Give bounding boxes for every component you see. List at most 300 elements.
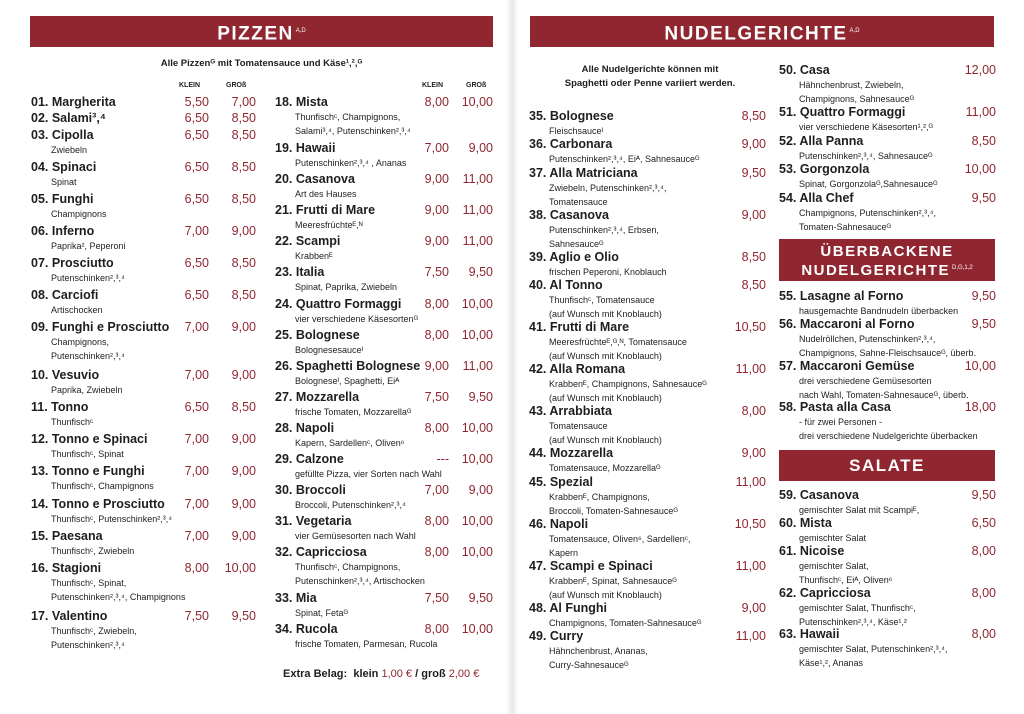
menu-item-description: Thunfischᶜ, Zwiebeln: [51, 545, 135, 556]
menu-item-name: 40. Al Tonno: [529, 278, 603, 293]
menu-item: [529, 249, 766, 279]
menu-item-name: 21. Frutti di Mare: [275, 203, 376, 218]
menu-item: [779, 316, 997, 360]
price: 9,50: [971, 289, 996, 303]
menu-item-name: 33. Mia: [275, 591, 317, 606]
extra-small-label: klein: [353, 668, 379, 680]
menu-item-description: Tomatensauce, Mozzarellaᴳ: [549, 463, 661, 474]
menu-item-description: Champignons, Putenschinken²,³,⁴,: [799, 207, 936, 218]
price: 9,00: [741, 600, 766, 615]
menu-item: [275, 233, 495, 263]
nudel-note-line-2: Spaghetti oder Penne variiert werden.: [564, 78, 736, 89]
menu-item-name: 63. Hawaii: [779, 627, 840, 641]
col-head-gross-right: GROß: [466, 82, 487, 89]
menu-item-name: 45. Spezial: [529, 474, 593, 489]
menu-item-name: 01. Margherita: [31, 95, 116, 109]
price-large: 10,00: [461, 514, 493, 529]
price-small: 8,00: [424, 514, 449, 529]
menu-item-name: 30. Broccoli: [275, 483, 346, 498]
menu-item-description: Champignons, Tomaten-Sahnesauceᴳ: [549, 617, 702, 628]
menu-item-description: drei verschiedene Gemüsesorten: [799, 375, 932, 386]
menu-item-name: 17. Valentino: [31, 608, 108, 623]
menu-item-description: Putenschinken²,³,⁴ , Ananas: [295, 158, 407, 168]
pizzen-banner: [30, 16, 493, 47]
menu-item-description: (auf Wunsch mit Knoblauch): [549, 309, 662, 320]
price-large: 9,50: [468, 591, 493, 606]
price-small: 9,00: [424, 234, 449, 249]
menu-item-description: Putenschinken²,³,⁴: [51, 273, 125, 283]
menu-item-description: Broccoli, Tomaten-Sahnesauceᴳ: [549, 505, 678, 516]
menu-item-name: 19. Hawaii: [275, 141, 336, 155]
price: 18,00: [964, 400, 996, 415]
menu-item-description: Salami³,⁴, Putenschinken²,³,⁴: [295, 126, 411, 136]
price-small: 6,50: [184, 191, 209, 206]
menu-item-description: Spinat, Gorgonzolaᴳ,Sahnesauceᴳ: [799, 179, 938, 190]
menu-item: [31, 431, 261, 461]
menu-item-description: Putenschinken²,³,⁴, Erbsen,: [549, 224, 659, 235]
price: 9,50: [971, 190, 996, 205]
price: 11,00: [735, 558, 766, 573]
price: 8,00: [971, 627, 996, 641]
price-small: 7,00: [184, 368, 209, 383]
menu-item-description: vier verschiedene Käsesorten¹,²,ᴳ: [799, 122, 934, 133]
menu-item: [529, 403, 766, 447]
salate-banner: [779, 450, 995, 481]
price-large: 9,00: [468, 141, 493, 155]
price-large: 11,00: [462, 203, 493, 218]
nudel-note-line-1: Alle Nudelgerichte können mit: [581, 64, 719, 75]
menu-item-description: Tomatensauce: [549, 196, 608, 207]
menu-item-name: 50. Casa: [779, 63, 830, 77]
menu-item-name: 08. Carciofi: [31, 288, 99, 303]
menu-item-name: 35. Bolognese: [529, 109, 614, 123]
menu-item-description: Thunfischᶜ, Champignons,: [295, 112, 401, 122]
price-small: 9,00: [424, 172, 449, 187]
menu-item-description: Zwiebeln, Putenschinken²,³,⁴,: [549, 182, 667, 193]
menu-item-description: Thunfischᶜ, Champignons: [51, 481, 154, 492]
price-small: 7,50: [184, 608, 209, 623]
menu-item: [31, 110, 261, 126]
menu-item-name: 22. Scampi: [275, 234, 341, 249]
menu-item-description: nach Wahl, Tomaten-Sahnesauceᴳ, überb.: [799, 389, 969, 400]
menu-item-name: 38. Casanova: [529, 207, 609, 222]
menu-item-name: 47. Scampi e Spinaci: [529, 558, 653, 573]
menu-item: [275, 513, 495, 543]
ueberbackene-allergens: D,G,1,2: [951, 265, 973, 271]
menu-item-description: Curry-Sahnesauceᴳ: [549, 660, 629, 670]
menu-item-description: Krabbenᴱ, Champignons,: [549, 491, 650, 502]
price: 9,00: [741, 137, 766, 152]
price: 10,50: [734, 320, 766, 335]
menu-item-description: frische Tomaten, Mozzarellaᴳ: [295, 406, 412, 417]
price-small: 7,00: [184, 320, 209, 335]
menu-item: [779, 543, 997, 587]
menu-item-description: Hähnchenbrust, Zwiebeln,: [799, 80, 904, 90]
menu-item-name: 48. Al Funghi: [529, 600, 608, 615]
price: 10,00: [964, 358, 996, 373]
menu-item: [31, 560, 261, 604]
price-large: 8,50: [231, 127, 256, 142]
menu-item-description: gefüllte Pizza, vier Sorten nach Wahl: [295, 469, 442, 479]
menu-item-name: 07. Prosciutto: [31, 256, 114, 270]
price-small: 7,50: [424, 265, 449, 280]
menu-item-name: 06. Inferno: [31, 223, 95, 238]
menu-item-name: 13. Tonno e Funghi: [31, 464, 145, 479]
menu-item: [275, 451, 495, 481]
extra-large-price: 2,00 €: [448, 668, 480, 680]
menu-item-description: Champignons, Sahnesauceᴳ: [799, 94, 915, 104]
pizzen-title: PIZZEN: [217, 23, 294, 45]
menu-item-name: 27. Mozzarella: [275, 389, 360, 404]
menu-item-description: Champignons, Sahne-Fleischsauceᴳ, überb.: [799, 348, 977, 359]
price-small: 8,00: [184, 560, 209, 575]
menu-item-name: 39. Aglio e Olio: [529, 249, 619, 264]
menu-item: [31, 159, 261, 189]
menu-item: [529, 516, 766, 560]
price-large: 10,00: [461, 327, 493, 342]
price-large: 9,50: [468, 265, 493, 280]
menu-item-name: 41. Frutti di Mare: [529, 320, 630, 335]
menu-item-description: Thunfischᶜ, Spinat,: [51, 577, 127, 588]
menu-item-name: 14. Tonno e Prosciutto: [31, 496, 165, 511]
menu-item: [275, 420, 495, 450]
menu-item-description: Bolognesesauceᴵ: [295, 344, 364, 355]
price: 8,00: [971, 585, 996, 600]
menu-item-description: Thunfischᶜ, Putenschinken²,³,⁴: [51, 513, 173, 524]
price-small: 9,00: [424, 203, 449, 218]
ueberbackene-banner: [779, 239, 995, 281]
menu-item-description: Thunfischᶜ, Zwiebeln,: [51, 625, 137, 636]
price-large: 10,00: [461, 452, 493, 466]
menu-item-description: Kapern, Sardellenᶜ, Oliven⁶: [295, 437, 405, 448]
menu-item-name: 61. Nicoise: [779, 544, 845, 559]
menu-item-description: Tomaten-Sahnesauceᴳ: [799, 221, 892, 232]
price-large: 10,00: [224, 560, 256, 575]
menu-item-description: Sahnesauceᴳ: [549, 238, 604, 249]
price-large: 10,00: [461, 622, 493, 637]
menu-item-description: hausgemachte Bandnudeln überbacken: [799, 306, 959, 316]
price: 12,00: [964, 63, 996, 77]
menu-item: [31, 127, 261, 157]
price-large: 10,00: [461, 420, 493, 435]
menu-item: [31, 319, 261, 363]
menu-item-name: 52. Alla Panna: [779, 133, 864, 148]
menu-item-name: 59. Casanova: [779, 488, 859, 502]
menu-item-description: Putenschinken²,³,⁴, Champignons: [51, 591, 186, 602]
price-large: 11,00: [462, 172, 493, 187]
menu-item-description: Art des Hauses: [295, 189, 357, 200]
nudel-banner: [530, 16, 994, 47]
menu-item: [779, 288, 997, 318]
menu-item: [275, 296, 495, 326]
extra-label: Extra Belag:: [283, 668, 348, 680]
price-small: ---: [436, 452, 449, 466]
menu-item: [275, 590, 495, 620]
menu-item-description: Zwiebeln: [51, 144, 88, 155]
price-small: 7,00: [424, 483, 449, 498]
menu-item: [779, 487, 997, 517]
menu-item-description: Thunfischᶜ, Tomatensauce: [549, 295, 655, 306]
menu-item-name: 18. Mista: [275, 95, 328, 109]
price: 11,00: [735, 474, 766, 489]
menu-item-description: Paprika², Peperoni: [51, 240, 126, 251]
menu-item-name: 62. Capricciosa: [779, 585, 871, 600]
price-large: 9,50: [468, 389, 493, 404]
price: 11,00: [965, 105, 996, 120]
menu-item-description: Thunfischᶜ, Eiᴬ, Oliven⁶: [799, 575, 893, 586]
price-small: 5,50: [184, 95, 209, 109]
menu-item: [529, 207, 766, 251]
price-small: 6,50: [184, 159, 209, 174]
menu-item-name: 11. Tonno: [31, 400, 89, 415]
menu-item: [779, 190, 997, 234]
menu-item-description: Krabbenᴱ, Champignons, Sahnesauceᴳ: [549, 379, 707, 390]
menu-item: [31, 399, 261, 429]
menu-item-name: 42. Alla Romana: [529, 362, 626, 377]
menu-item-description: Thunfischᶜ: [51, 417, 94, 428]
ueberbackene-title-line-1: ÜBERBACKENE: [820, 243, 954, 260]
price-small: 8,00: [424, 327, 449, 342]
menu-item-description: Fleischsauceᴵ: [549, 126, 604, 136]
price-small: 7,00: [184, 432, 209, 447]
price-large: 8,50: [231, 191, 256, 206]
price: 11,00: [735, 629, 766, 643]
price-large: 9,00: [231, 432, 256, 447]
menu-item-description: (auf Wunsch mit Knoblauch): [549, 589, 662, 600]
menu-item-name: 04. Spinaci: [31, 159, 97, 174]
menu-item-description: Spinat, Fetaᴳ: [295, 608, 348, 619]
menu-item: [31, 223, 261, 253]
price-small: 6,50: [184, 111, 209, 126]
menu-item-description: - für zwei Personen -: [799, 417, 883, 428]
menu-item-description: Nudelröllchen, Putenschinken²,³,⁴,: [799, 334, 936, 345]
extra-sep: / groß: [415, 668, 446, 680]
menu-item-name: 28. Napoli: [275, 420, 335, 435]
price-small: 7,00: [184, 496, 209, 511]
menu-item: [779, 626, 997, 670]
menu-item-description: Hähnchenbrust, Ananas,: [549, 646, 648, 656]
price-large: 9,50: [231, 608, 256, 623]
menu-item-name: 23. Italia: [275, 265, 325, 280]
menu-item: [529, 108, 766, 138]
price-large: 9,00: [231, 368, 256, 383]
pizzen-note: Alle Pizzenᴳ mit Tomatensauce und Käse¹,²,ᴳ: [160, 58, 363, 69]
price-small: 7,50: [424, 389, 449, 404]
price-small: 8,00: [424, 545, 449, 560]
menu-item-description: Käse¹,², Ananas: [799, 658, 864, 668]
menu-item: [779, 515, 997, 545]
menu-item-name: 15. Paesana: [31, 528, 103, 543]
price: 10,00: [964, 162, 996, 177]
price-large: 11,00: [462, 358, 493, 373]
menu-item-description: Kapern: [549, 547, 579, 558]
menu-item-name: 02. Salami³,⁴: [31, 111, 106, 126]
menu-item-description: Champignons: [51, 208, 107, 219]
menu-item-name: 16. Stagioni: [31, 560, 102, 575]
menu-item-description: Meeresfrüchteᴱ,ᴳ,ᴺ, Tomatensauce: [549, 337, 687, 348]
nudel-title: NUDELGERICHTE: [664, 23, 848, 45]
menu-item-description: Krabbenᴱ: [295, 251, 333, 262]
menu-item: [779, 399, 997, 443]
price: 8,50: [971, 133, 996, 148]
menu-item: [275, 482, 495, 512]
menu-item: [529, 600, 766, 630]
price: 10,50: [734, 516, 766, 531]
price-large: 8,50: [231, 159, 256, 174]
menu-item: [275, 327, 495, 357]
price-small: 7,00: [184, 464, 209, 479]
menu-item-description: gemischter Salat,: [799, 561, 869, 572]
menu-item: [779, 133, 997, 163]
menu-item-description: gemischter Salat, Thunfischᶜ,: [799, 602, 916, 613]
menu-item: [31, 287, 261, 317]
menu-item-description: Putenschinken²,³,⁴, Eiᴬ, Sahnesauceᴳ: [549, 154, 700, 165]
menu-item: [779, 104, 997, 134]
menu-item-description: frische Tomaten, Parmesan, Rucola: [295, 639, 438, 650]
price: 9,00: [741, 446, 766, 461]
price-small: 7,50: [424, 591, 449, 606]
menu-item-name: 32. Capricciosa: [275, 545, 367, 560]
salate-title: SALATE: [849, 456, 925, 475]
menu-item: [31, 367, 261, 397]
menu-item: [529, 558, 766, 602]
menu-item-name: 43. Arrabbiata: [529, 404, 612, 419]
price-small: 7,00: [424, 141, 449, 155]
menu-item-description: Meeresfrüchteᴱ,ᴺ: [295, 220, 363, 231]
price: 8,00: [741, 404, 766, 419]
menu-item: [779, 585, 997, 629]
menu-item-name: 46. Napoli: [529, 516, 589, 531]
price-large: 8,50: [231, 288, 256, 303]
price-large: 11,00: [462, 234, 493, 249]
menu-item-name: 55. Lasagne al Forno: [779, 289, 904, 303]
menu-item-description: gemischter Salat, Putenschinken²,³,⁴,: [799, 644, 948, 654]
price-large: 8,50: [231, 256, 256, 270]
menu-item: [275, 264, 495, 294]
menu-item-name: 05. Funghi: [31, 191, 94, 206]
menu-item-name: 53. Gorgonzola: [779, 162, 870, 177]
menu-item: [275, 389, 495, 419]
menu-item-description: Krabbenᴱ, Spinat, Sahnesauceᴳ: [549, 575, 677, 586]
menu-item: [275, 202, 495, 232]
menu-item: [31, 94, 261, 110]
price: 11,00: [735, 362, 766, 377]
nudel-note: [530, 63, 770, 91]
menu-item-name: 36. Carbonara: [529, 137, 613, 152]
price-small: 6,50: [184, 400, 209, 415]
menu-item-description: Putenschinken²,³,⁴, Sahnesauceᴳ: [799, 150, 933, 161]
nudel-title-allergens: A,D: [849, 28, 860, 34]
price-small: 7,00: [184, 223, 209, 238]
menu-item: [529, 277, 766, 321]
menu-item-name: 24. Quattro Formaggi: [275, 296, 402, 311]
price-large: 10,00: [461, 545, 493, 560]
menu-item-name: 26. Spaghetti Bolognese: [275, 358, 421, 373]
menu-item-name: 44. Mozzarella: [529, 446, 614, 461]
menu-item-name: 29. Calzone: [275, 452, 344, 466]
menu-item-name: 10. Vesuvio: [31, 368, 100, 383]
menu-item: [529, 361, 766, 405]
menu-item-description: Thunfischᶜ, Champignons,: [295, 562, 401, 573]
price-large: 7,00: [231, 95, 256, 109]
extra-small-price: 1,00 €: [381, 668, 413, 680]
menu-item-name: 20. Casanova: [275, 172, 355, 187]
menu-item: [275, 140, 495, 170]
price: 9,00: [741, 207, 766, 222]
menu-item-name: 34. Rucola: [275, 622, 338, 637]
menu-item-description: Champignons,: [51, 337, 110, 348]
price-small: 8,00: [424, 622, 449, 637]
menu-item-name: 57. Maccaroni Gemüse: [779, 358, 915, 373]
price-small: 8,00: [424, 420, 449, 435]
price-large: 9,00: [231, 223, 256, 238]
menu-item: [529, 628, 766, 672]
menu-item-name: 51. Quattro Formaggi: [779, 105, 906, 120]
menu-item-description: Spinat: [51, 176, 77, 187]
extra-topping: [283, 666, 479, 682]
ueberbackene-title-line-2: NUDELGERICHTE: [801, 262, 950, 279]
menu-item: [275, 544, 495, 588]
menu-item: [275, 621, 495, 651]
menu-item-description: Paprika, Zwiebeln: [51, 385, 123, 396]
menu-item-name: 58. Pasta alla Casa: [779, 400, 891, 415]
menu-item-description: gemischter Salat: [799, 533, 867, 544]
price-small: 7,00: [184, 528, 209, 543]
price-large: 9,00: [231, 496, 256, 511]
menu-item-name: 54. Alla Chef: [779, 190, 854, 205]
menu-item: [529, 474, 766, 518]
menu-item: [31, 255, 261, 285]
menu-item: [529, 319, 766, 363]
menu-item-description: frischen Peperoni, Knoblauch: [549, 266, 667, 277]
price-large: 9,00: [231, 320, 256, 335]
menu-item-description: drei verschiedene Nudelgerichte überbacken: [799, 431, 978, 442]
price-large: 9,00: [231, 528, 256, 543]
menu-item-description: vier Gemüsesorten nach Wahl: [295, 531, 416, 542]
menu-item: [529, 445, 766, 475]
menu-item-description: (auf Wunsch mit Knoblauch): [549, 393, 662, 404]
price: 6,50: [971, 516, 996, 531]
menu-item-description: vier verschiedene Käsesortenᴳ: [295, 313, 419, 324]
price: 8,50: [741, 109, 766, 123]
menu-item: [275, 94, 495, 138]
menu-item-name: 49. Curry: [529, 629, 584, 643]
menu-item: [529, 165, 766, 209]
price-large: 10,00: [461, 296, 493, 311]
price: 9,50: [741, 165, 766, 180]
price-small: 9,00: [424, 358, 449, 373]
price: 9,50: [971, 488, 996, 502]
price-large: 10,00: [461, 95, 493, 109]
menu-item-description: Putenschinken²,³,⁴: [51, 639, 125, 650]
menu-item: [31, 191, 261, 221]
menu-item: [31, 496, 261, 526]
menu-item-name: 56. Maccaroni al Forno: [779, 317, 915, 332]
menu-item-description: Tomatensauce, Oliven⁶, Sardellenᶜ,: [549, 533, 691, 544]
menu-item-name: 37. Alla Matriciana: [529, 165, 638, 180]
col-head-klein-right: KLEIN: [422, 82, 443, 89]
menu-item: [275, 171, 495, 201]
menu-item-name: 12. Tonno e Spinaci: [31, 432, 148, 447]
menu-item-description: Putenschinken²,³,⁴: [51, 351, 125, 362]
menu-item-description: Artischocken: [51, 305, 103, 316]
menu-item-description: gemischter Salat mit Scampiᴱ,: [799, 505, 920, 515]
menu-item: [31, 528, 261, 558]
col-head-klein-left: KLEIN: [179, 82, 200, 89]
menu-item: [275, 358, 495, 388]
menu-item-description: Bologneseᴵ, Spaghetti, Eiᴬ: [295, 375, 400, 386]
menu-item: [529, 136, 766, 166]
